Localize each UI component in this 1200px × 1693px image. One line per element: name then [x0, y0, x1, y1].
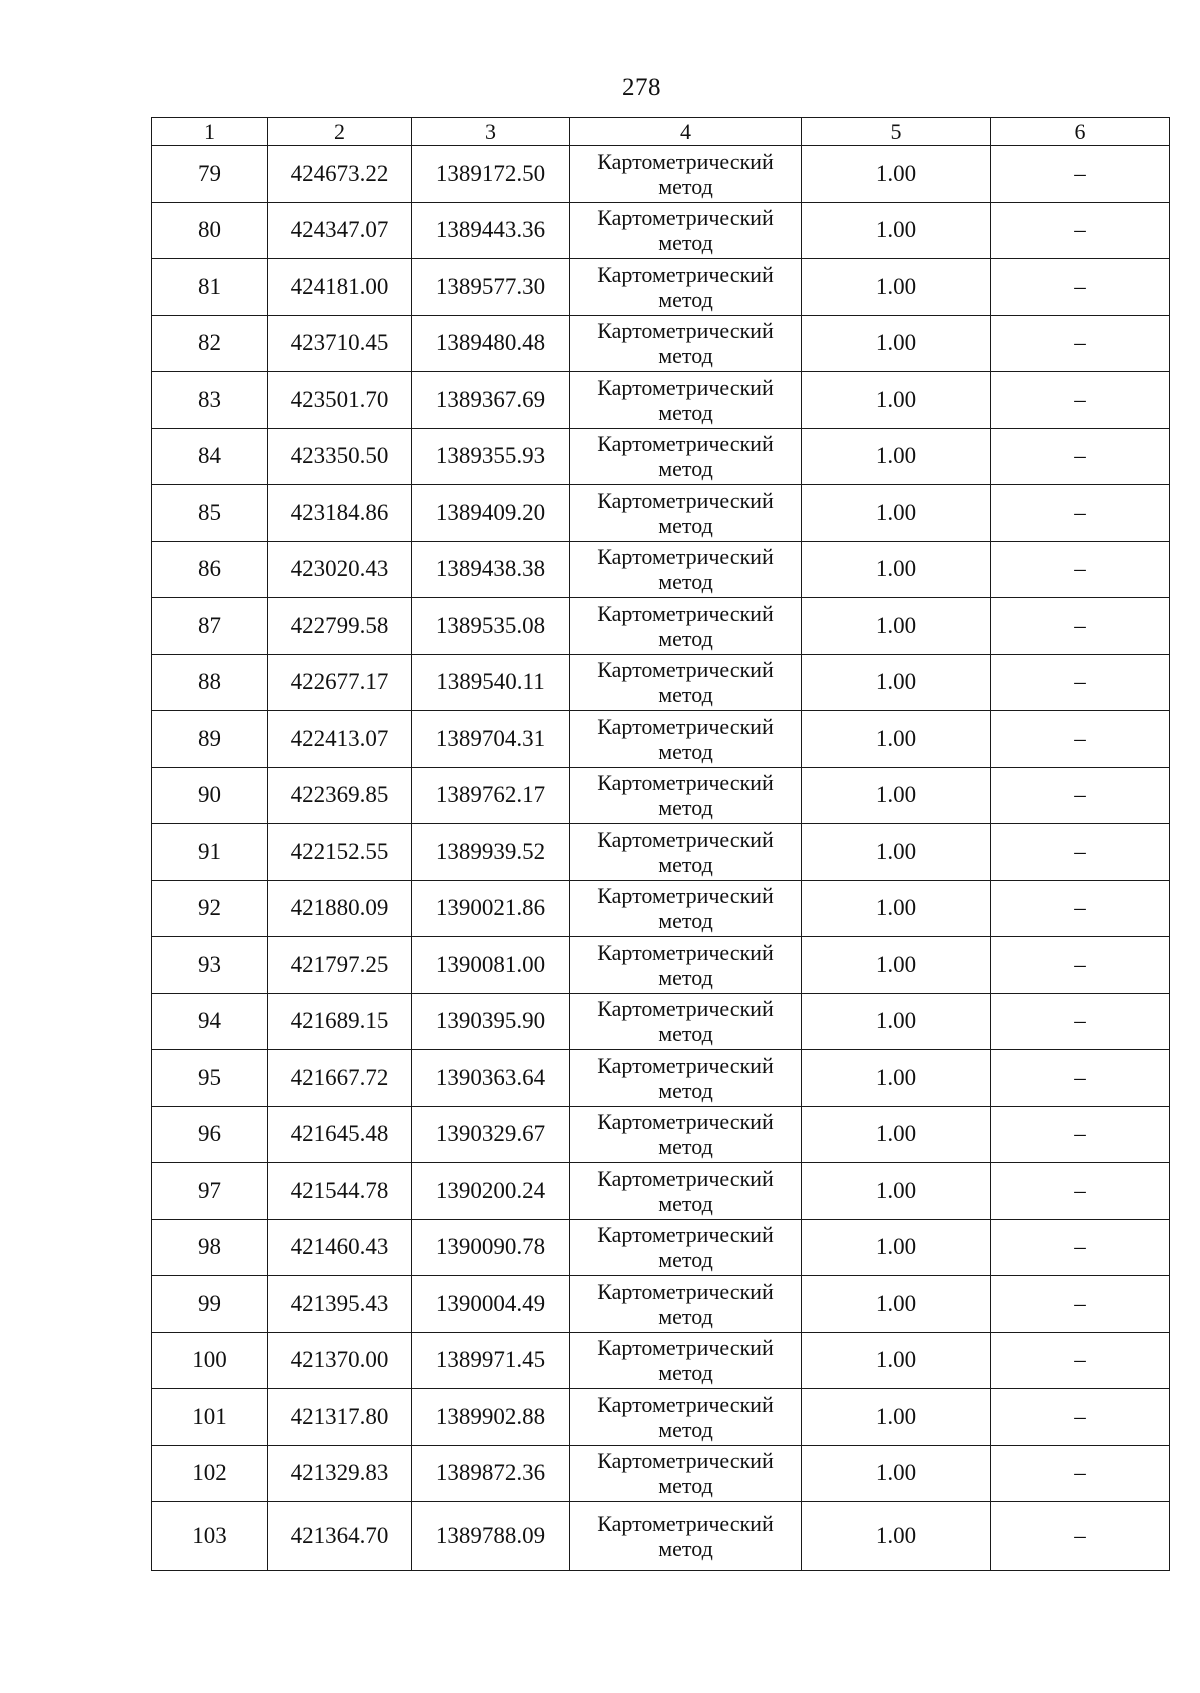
x-coordinate-cell: 421395.43 — [268, 1276, 412, 1333]
point-number-cell: 85 — [152, 485, 268, 542]
y-coordinate-cell: 1389438.38 — [412, 541, 570, 598]
column-header: 4 — [570, 118, 802, 146]
table-body — [152, 146, 1170, 1571]
accuracy-cell: 1.00 — [802, 1332, 991, 1389]
x-coordinate-cell: 424347.07 — [268, 202, 412, 259]
method-cell — [570, 767, 802, 824]
accuracy-cell: 1.00 — [802, 1276, 991, 1333]
note-cell: – — [991, 1502, 1170, 1571]
y-coordinate-cell: 1389872.36 — [412, 1445, 570, 1502]
page-number: 278 — [622, 74, 661, 101]
accuracy-cell: 1.00 — [802, 1106, 991, 1163]
method-text: Картометрический метод — [597, 657, 774, 708]
accuracy-cell: 1.00 — [802, 428, 991, 485]
table-row — [152, 146, 1170, 203]
method-text: Картометрический метод — [597, 1278, 774, 1329]
note-cell: – — [991, 1445, 1170, 1502]
x-coordinate-cell: 423710.45 — [268, 315, 412, 372]
y-coordinate-cell: 1389443.36 — [412, 202, 570, 259]
y-coordinate-cell: 1389540.11 — [412, 654, 570, 711]
table-row — [152, 654, 1170, 711]
x-coordinate-cell: 421364.70 — [268, 1502, 412, 1571]
y-coordinate-cell: 1389971.45 — [412, 1332, 570, 1389]
point-number-cell: 81 — [152, 259, 268, 316]
x-coordinate-cell: 423350.50 — [268, 428, 412, 485]
accuracy-cell: 1.00 — [802, 259, 991, 316]
y-coordinate-cell: 1389788.09 — [412, 1502, 570, 1571]
table-row — [152, 880, 1170, 937]
method-cell — [570, 1445, 802, 1502]
method-text: Картометрический метод — [597, 1052, 774, 1103]
point-number-cell: 80 — [152, 202, 268, 259]
point-number-cell: 100 — [152, 1332, 268, 1389]
point-number-cell: 94 — [152, 993, 268, 1050]
table-row — [152, 259, 1170, 316]
point-number-cell: 88 — [152, 654, 268, 711]
y-coordinate-cell: 1390395.90 — [412, 993, 570, 1050]
accuracy-cell: 1.00 — [802, 1219, 991, 1276]
table-row — [152, 598, 1170, 655]
note-cell: – — [991, 711, 1170, 768]
y-coordinate-cell: 1390004.49 — [412, 1276, 570, 1333]
point-number-cell: 101 — [152, 1389, 268, 1446]
method-text: Картометрический метод — [597, 1222, 774, 1273]
table-row — [152, 1050, 1170, 1107]
method-cell — [570, 146, 802, 203]
y-coordinate-cell: 1390090.78 — [412, 1219, 570, 1276]
table-row — [152, 1389, 1170, 1446]
accuracy-cell: 1.00 — [802, 654, 991, 711]
y-coordinate-cell: 1390200.24 — [412, 1163, 570, 1220]
table-row — [152, 711, 1170, 768]
point-number-cell: 98 — [152, 1219, 268, 1276]
accuracy-cell: 1.00 — [802, 315, 991, 372]
method-cell — [570, 1219, 802, 1276]
accuracy-cell: 1.00 — [802, 146, 991, 203]
x-coordinate-cell: 422369.85 — [268, 767, 412, 824]
x-coordinate-cell: 421667.72 — [268, 1050, 412, 1107]
header-row — [152, 118, 1170, 146]
accuracy-cell: 1.00 — [802, 598, 991, 655]
note-cell: – — [991, 654, 1170, 711]
y-coordinate-cell: 1389902.88 — [412, 1389, 570, 1446]
method-text: Картометрический метод — [597, 883, 774, 934]
x-coordinate-cell: 421797.25 — [268, 937, 412, 994]
accuracy-cell: 1.00 — [802, 372, 991, 429]
y-coordinate-cell: 1389939.52 — [412, 824, 570, 881]
method-cell — [570, 993, 802, 1050]
x-coordinate-cell: 421645.48 — [268, 1106, 412, 1163]
method-text: Картометрический метод — [597, 996, 774, 1047]
note-cell: – — [991, 146, 1170, 203]
note-cell: – — [991, 824, 1170, 881]
accuracy-cell: 1.00 — [802, 993, 991, 1050]
point-number-cell: 95 — [152, 1050, 268, 1107]
method-cell — [570, 1163, 802, 1220]
x-coordinate-cell: 421317.80 — [268, 1389, 412, 1446]
table-row — [152, 767, 1170, 824]
note-cell: – — [991, 1050, 1170, 1107]
method-cell — [570, 1050, 802, 1107]
method-cell — [570, 937, 802, 994]
method-cell — [570, 880, 802, 937]
method-text: Картометрический метод — [597, 713, 774, 764]
accuracy-cell: 1.00 — [802, 767, 991, 824]
note-cell: – — [991, 880, 1170, 937]
method-cell — [570, 1332, 802, 1389]
note-cell: – — [991, 202, 1170, 259]
method-cell — [570, 315, 802, 372]
note-cell: – — [991, 598, 1170, 655]
y-coordinate-cell: 1389577.30 — [412, 259, 570, 316]
x-coordinate-cell: 422152.55 — [268, 824, 412, 881]
table-row — [152, 937, 1170, 994]
x-coordinate-cell: 423020.43 — [268, 541, 412, 598]
method-text: Картометрический метод — [597, 205, 774, 256]
table-row — [152, 824, 1170, 881]
method-cell — [570, 1276, 802, 1333]
y-coordinate-cell: 1389535.08 — [412, 598, 570, 655]
method-cell — [570, 598, 802, 655]
table-row — [152, 485, 1170, 542]
coordinates-table-container — [151, 117, 1169, 1571]
method-text: Картометрический метод — [597, 939, 774, 990]
x-coordinate-cell: 421329.83 — [268, 1445, 412, 1502]
method-text: Картометрический метод — [597, 1335, 774, 1386]
method-text: Картометрический метод — [597, 770, 774, 821]
table-row — [152, 1332, 1170, 1389]
method-cell — [570, 541, 802, 598]
table-row — [152, 541, 1170, 598]
point-number-cell: 84 — [152, 428, 268, 485]
accuracy-cell: 1.00 — [802, 880, 991, 937]
point-number-cell: 82 — [152, 315, 268, 372]
point-number-cell: 103 — [152, 1502, 268, 1571]
accuracy-cell: 1.00 — [802, 937, 991, 994]
note-cell: – — [991, 372, 1170, 429]
table-header — [152, 118, 1170, 146]
y-coordinate-cell: 1389409.20 — [412, 485, 570, 542]
method-text: Картометрический метод — [597, 431, 774, 482]
method-cell — [570, 824, 802, 881]
x-coordinate-cell: 423501.70 — [268, 372, 412, 429]
method-cell — [570, 202, 802, 259]
point-number-cell: 96 — [152, 1106, 268, 1163]
note-cell: – — [991, 1389, 1170, 1446]
point-number-cell: 92 — [152, 880, 268, 937]
method-cell — [570, 428, 802, 485]
method-text: Картометрический метод — [597, 374, 774, 425]
accuracy-cell: 1.00 — [802, 1445, 991, 1502]
coordinates-table — [151, 117, 1170, 1571]
method-text: Картометрический метод — [597, 487, 774, 538]
accuracy-cell: 1.00 — [802, 1502, 991, 1571]
table-row — [152, 1445, 1170, 1502]
accuracy-cell: 1.00 — [802, 485, 991, 542]
y-coordinate-cell: 1389480.48 — [412, 315, 570, 372]
table-row — [152, 428, 1170, 485]
accuracy-cell: 1.00 — [802, 824, 991, 881]
column-header: 1 — [152, 118, 268, 146]
point-number-cell: 91 — [152, 824, 268, 881]
table-row — [152, 1276, 1170, 1333]
point-number-cell: 79 — [152, 146, 268, 203]
y-coordinate-cell: 1390363.64 — [412, 1050, 570, 1107]
table-row — [152, 202, 1170, 259]
table-row — [152, 993, 1170, 1050]
note-cell: – — [991, 937, 1170, 994]
method-text: Картометрический метод — [597, 1391, 774, 1442]
x-coordinate-cell: 423184.86 — [268, 485, 412, 542]
x-coordinate-cell: 421460.43 — [268, 1219, 412, 1276]
y-coordinate-cell: 1389367.69 — [412, 372, 570, 429]
note-cell: – — [991, 541, 1170, 598]
method-text: Картометрический метод — [597, 1511, 774, 1561]
x-coordinate-cell: 424181.00 — [268, 259, 412, 316]
point-number-cell: 99 — [152, 1276, 268, 1333]
method-text: Картометрический метод — [597, 1165, 774, 1216]
table-row — [152, 315, 1170, 372]
y-coordinate-cell: 1389172.50 — [412, 146, 570, 203]
method-text: Картометрический метод — [597, 148, 774, 199]
point-number-cell: 90 — [152, 767, 268, 824]
method-text: Картометрический метод — [597, 826, 774, 877]
point-number-cell: 89 — [152, 711, 268, 768]
method-cell — [570, 711, 802, 768]
accuracy-cell: 1.00 — [802, 711, 991, 768]
table-row — [152, 1163, 1170, 1220]
note-cell: – — [991, 1332, 1170, 1389]
note-cell: – — [991, 428, 1170, 485]
note-cell: – — [991, 1163, 1170, 1220]
point-number-cell: 87 — [152, 598, 268, 655]
method-text: Картометрический метод — [597, 261, 774, 312]
x-coordinate-cell: 421370.00 — [268, 1332, 412, 1389]
method-text: Картометрический метод — [597, 544, 774, 595]
table-row — [152, 372, 1170, 429]
method-cell — [570, 1502, 802, 1571]
method-text: Картометрический метод — [597, 318, 774, 369]
y-coordinate-cell: 1389762.17 — [412, 767, 570, 824]
method-cell — [570, 654, 802, 711]
y-coordinate-cell: 1390081.00 — [412, 937, 570, 994]
method-cell — [570, 372, 802, 429]
note-cell: – — [991, 1219, 1170, 1276]
note-cell: – — [991, 767, 1170, 824]
table-row — [152, 1502, 1170, 1571]
table-row — [152, 1106, 1170, 1163]
method-cell — [570, 485, 802, 542]
accuracy-cell: 1.00 — [802, 1050, 991, 1107]
accuracy-cell: 1.00 — [802, 1163, 991, 1220]
method-cell — [570, 259, 802, 316]
accuracy-cell: 1.00 — [802, 541, 991, 598]
method-text: Картометрический метод — [597, 600, 774, 651]
method-cell — [570, 1106, 802, 1163]
x-coordinate-cell: 424673.22 — [268, 146, 412, 203]
note-cell: – — [991, 315, 1170, 372]
y-coordinate-cell: 1389355.93 — [412, 428, 570, 485]
note-cell: – — [991, 993, 1170, 1050]
accuracy-cell: 1.00 — [802, 202, 991, 259]
method-cell — [570, 1389, 802, 1446]
column-header: 5 — [802, 118, 991, 146]
point-number-cell: 93 — [152, 937, 268, 994]
accuracy-cell: 1.00 — [802, 1389, 991, 1446]
note-cell: – — [991, 1106, 1170, 1163]
y-coordinate-cell: 1390329.67 — [412, 1106, 570, 1163]
note-cell: – — [991, 259, 1170, 316]
x-coordinate-cell: 421544.78 — [268, 1163, 412, 1220]
column-header: 6 — [991, 118, 1170, 146]
method-text: Картометрический метод — [597, 1109, 774, 1160]
x-coordinate-cell: 422799.58 — [268, 598, 412, 655]
column-header: 2 — [268, 118, 412, 146]
x-coordinate-cell: 421880.09 — [268, 880, 412, 937]
x-coordinate-cell: 422413.07 — [268, 711, 412, 768]
x-coordinate-cell: 421689.15 — [268, 993, 412, 1050]
point-number-cell: 83 — [152, 372, 268, 429]
column-header: 3 — [412, 118, 570, 146]
point-number-cell: 86 — [152, 541, 268, 598]
method-text: Картометрический метод — [597, 1448, 774, 1499]
x-coordinate-cell: 422677.17 — [268, 654, 412, 711]
note-cell: – — [991, 485, 1170, 542]
y-coordinate-cell: 1390021.86 — [412, 880, 570, 937]
note-cell: – — [991, 1276, 1170, 1333]
y-coordinate-cell: 1389704.31 — [412, 711, 570, 768]
point-number-cell: 102 — [152, 1445, 268, 1502]
table-row — [152, 1219, 1170, 1276]
point-number-cell: 97 — [152, 1163, 268, 1220]
